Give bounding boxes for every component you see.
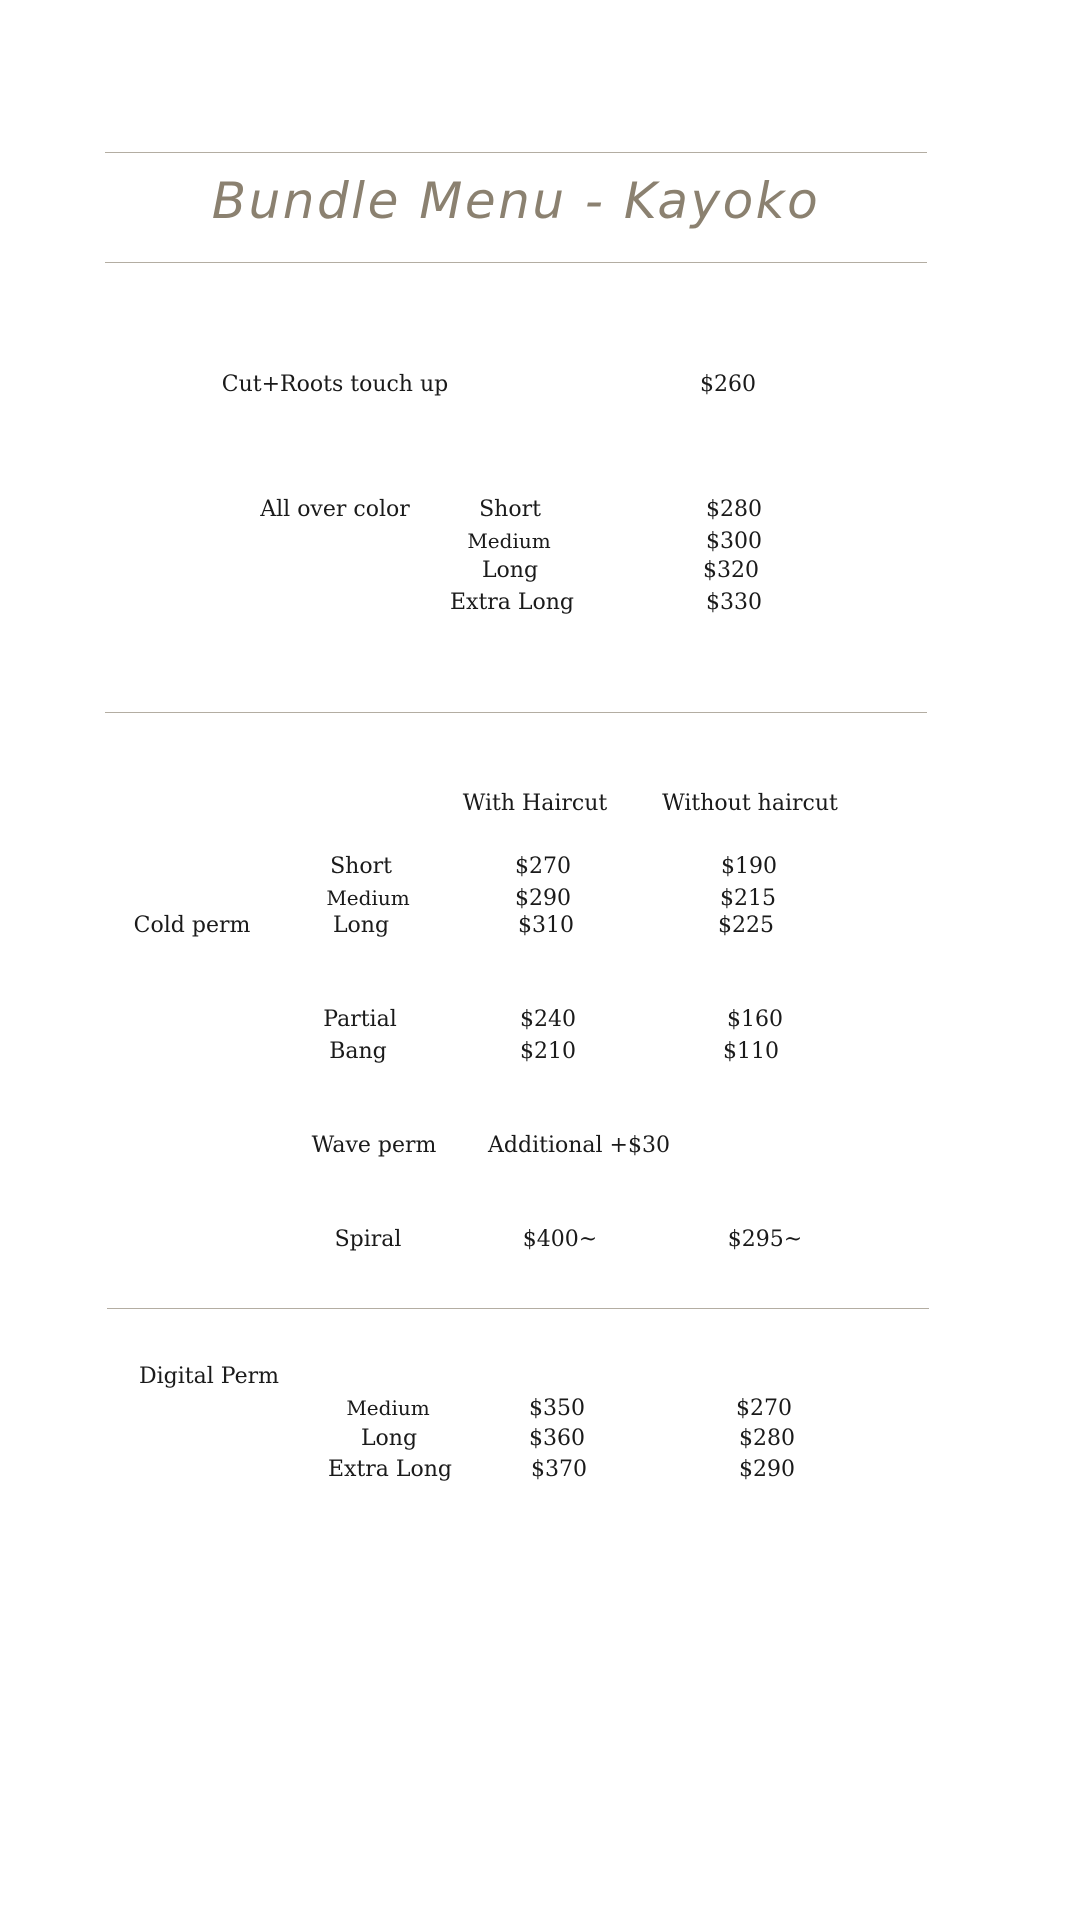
section-divider-2 <box>107 1308 929 1309</box>
digital-perm-length-long: Long <box>360 1426 418 1451</box>
wave-perm-note: Additional +$30 <box>488 1133 670 1158</box>
all-over-color-length-extra-long: Extra Long <box>449 590 575 615</box>
cut-roots-label: Cut+Roots touch up <box>221 372 449 397</box>
page-title: Bundle Menu - Kayoko <box>211 172 821 230</box>
spiral-with: $400~ <box>522 1227 598 1252</box>
cold-perm-with-bang: $210 <box>520 1039 576 1064</box>
digital-perm-length-extra-long: Extra Long <box>327 1457 453 1482</box>
all-over-color-length-short: Short <box>479 497 541 522</box>
cold-perm-length-medium: Medium <box>326 886 410 910</box>
cold-perm-with-medium: $290 <box>515 886 571 911</box>
cut-roots-price: $260 <box>700 372 756 397</box>
column-header-without-haircut: Without haircut <box>662 791 838 816</box>
all-over-color-length-medium: Medium <box>467 529 551 553</box>
all-over-color-length-long: Long <box>481 558 539 583</box>
digital-perm-with-medium: $350 <box>529 1396 585 1421</box>
section-divider-1 <box>105 712 927 713</box>
cold-perm-without-long: $225 <box>718 913 774 938</box>
digital-perm-without-long: $280 <box>739 1426 795 1451</box>
cold-perm-length-long: Long <box>332 913 390 938</box>
cold-perm-length-short: Short <box>330 854 392 879</box>
spiral-without: $295~ <box>727 1227 803 1252</box>
all-over-color-label: All over color <box>260 497 410 522</box>
spiral-label: Spiral <box>334 1227 402 1252</box>
cold-perm-without-partial: $160 <box>727 1007 783 1032</box>
column-header-with-haircut: With Haircut <box>462 791 608 816</box>
cold-perm-with-long: $310 <box>518 913 574 938</box>
digital-perm-without-extra-long: $290 <box>739 1457 795 1482</box>
all-over-color-price-long: $320 <box>703 558 759 583</box>
cold-perm-without-bang: $110 <box>723 1039 779 1064</box>
header-top-divider <box>105 152 927 153</box>
cold-perm-with-partial: $240 <box>520 1007 576 1032</box>
cold-perm-without-short: $190 <box>721 854 777 879</box>
all-over-color-price-short: $280 <box>706 497 762 522</box>
all-over-color-price-extra-long: $330 <box>706 590 762 615</box>
cold-perm-label: Cold perm <box>133 913 251 938</box>
digital-perm-with-extra-long: $370 <box>531 1457 587 1482</box>
digital-perm-without-medium: $270 <box>736 1396 792 1421</box>
cold-perm-with-short: $270 <box>515 854 571 879</box>
all-over-color-price-medium: $300 <box>706 529 762 554</box>
cold-perm-without-medium: $215 <box>720 886 776 911</box>
digital-perm-length-medium: Medium <box>346 1396 430 1420</box>
digital-perm-with-long: $360 <box>529 1426 585 1451</box>
cold-perm-length-bang: Bang <box>329 1039 387 1064</box>
cold-perm-length-partial: Partial <box>323 1007 397 1032</box>
header-bottom-divider <box>105 262 927 263</box>
wave-perm-label: Wave perm <box>311 1133 437 1158</box>
digital-perm-label: Digital Perm <box>139 1364 279 1389</box>
